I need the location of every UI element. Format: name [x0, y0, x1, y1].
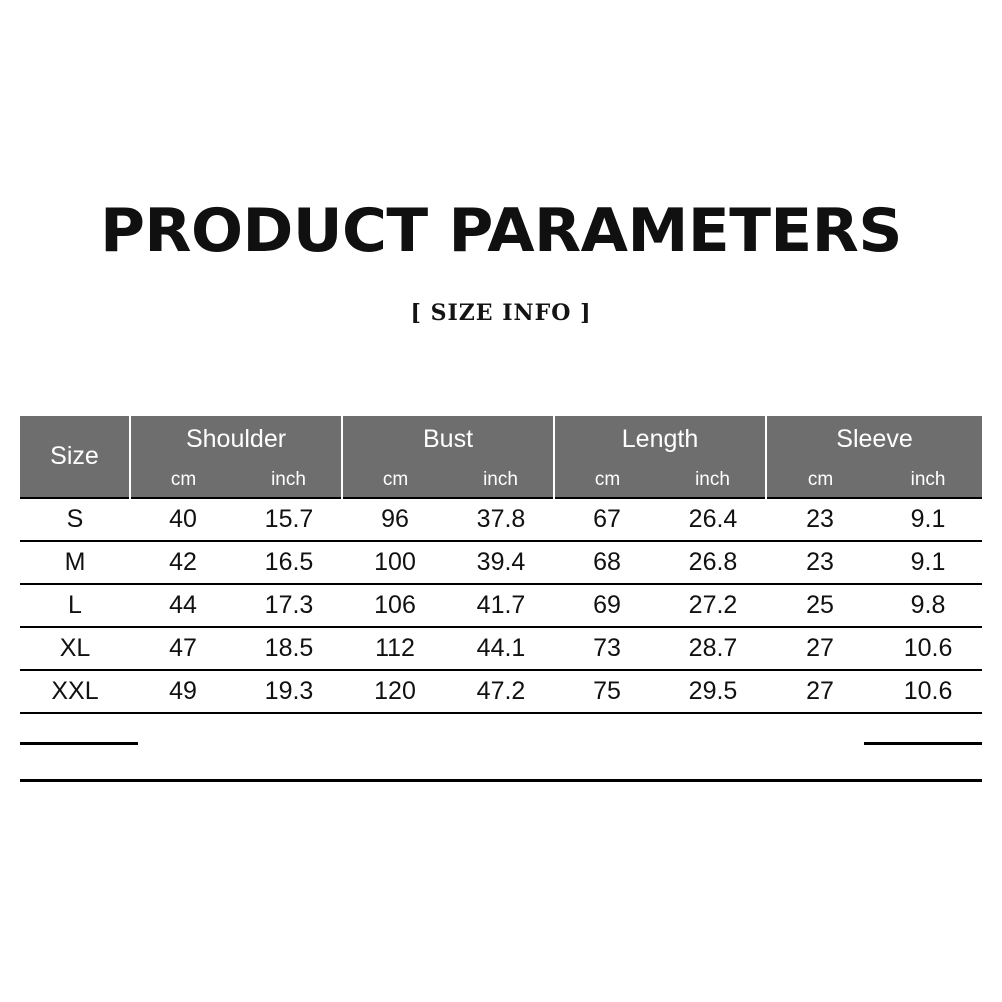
cell-sleeve-cm: 23	[766, 541, 874, 584]
header-unit-sleeve-cm: cm	[766, 463, 874, 498]
divider-short-left	[20, 742, 138, 745]
cell-bust-inch: 47.2	[448, 670, 554, 713]
table-row	[20, 498, 982, 541]
cell-length-cm: 75	[554, 670, 660, 713]
cell-size: S	[20, 498, 130, 541]
cell-sleeve-inch: 10.6	[874, 627, 982, 670]
cell-length-cm: 68	[554, 541, 660, 584]
cell-length-cm: 69	[554, 584, 660, 627]
table-header-row-groups	[20, 416, 982, 463]
table-row	[20, 627, 982, 670]
header-unit-sleeve-inch: inch	[874, 463, 982, 498]
cell-sleeve-cm: 25	[766, 584, 874, 627]
cell-sleeve-cm: 27	[766, 627, 874, 670]
header-group-length: Length	[554, 416, 766, 463]
cell-size: XXL	[20, 670, 130, 713]
cell-shoulder-inch: 15.7	[236, 498, 342, 541]
cell-size: M	[20, 541, 130, 584]
cell-shoulder-inch: 17.3	[236, 584, 342, 627]
cell-shoulder-cm: 44	[130, 584, 236, 627]
cell-bust-cm: 112	[342, 627, 448, 670]
table-row	[20, 541, 982, 584]
cell-sleeve-cm: 27	[766, 670, 874, 713]
cell-sleeve-cm: 23	[766, 498, 874, 541]
header-unit-shoulder-cm: cm	[130, 463, 236, 498]
header-size: Size	[20, 416, 130, 498]
divider-short-right	[864, 742, 982, 745]
header-group-bust: Bust	[342, 416, 554, 463]
header-unit-bust-inch: inch	[448, 463, 554, 498]
header-group-sleeve: Sleeve	[766, 416, 982, 463]
cell-sleeve-inch: 9.1	[874, 541, 982, 584]
cell-shoulder-inch: 19.3	[236, 670, 342, 713]
cell-bust-cm: 106	[342, 584, 448, 627]
cell-shoulder-cm: 49	[130, 670, 236, 713]
cell-bust-inch: 37.8	[448, 498, 554, 541]
page-title: PRODUCT PARAMETERS	[100, 196, 902, 266]
header-unit-length-inch: inch	[660, 463, 766, 498]
cell-shoulder-cm: 40	[130, 498, 236, 541]
cell-sleeve-inch: 9.8	[874, 584, 982, 627]
cell-size: XL	[20, 627, 130, 670]
cell-length-inch: 29.5	[660, 670, 766, 713]
header-group-shoulder: Shoulder	[130, 416, 342, 463]
header-unit-length-cm: cm	[554, 463, 660, 498]
cell-length-inch: 26.8	[660, 541, 766, 584]
divider-full-width	[20, 779, 982, 782]
cell-size: L	[20, 584, 130, 627]
cell-bust-cm: 100	[342, 541, 448, 584]
page-subtitle: [ SIZE INFO ]	[410, 300, 592, 326]
cell-bust-inch: 41.7	[448, 584, 554, 627]
table-row	[20, 670, 982, 713]
cell-sleeve-inch: 9.1	[874, 498, 982, 541]
cell-shoulder-inch: 18.5	[236, 627, 342, 670]
header-unit-bust-cm: cm	[342, 463, 448, 498]
cell-bust-cm: 120	[342, 670, 448, 713]
size-table-container	[20, 416, 982, 714]
table-row	[20, 584, 982, 627]
table-header-row-units	[20, 463, 982, 498]
cell-shoulder-cm: 47	[130, 627, 236, 670]
cell-length-inch: 27.2	[660, 584, 766, 627]
cell-bust-inch: 44.1	[448, 627, 554, 670]
cell-length-inch: 28.7	[660, 627, 766, 670]
cell-length-inch: 26.4	[660, 498, 766, 541]
cell-sleeve-inch: 10.6	[874, 670, 982, 713]
cell-bust-inch: 39.4	[448, 541, 554, 584]
header-unit-shoulder-inch: inch	[236, 463, 342, 498]
cell-bust-cm: 96	[342, 498, 448, 541]
cell-shoulder-inch: 16.5	[236, 541, 342, 584]
cell-length-cm: 73	[554, 627, 660, 670]
size-info-table	[20, 416, 982, 714]
cell-length-cm: 67	[554, 498, 660, 541]
cell-shoulder-cm: 42	[130, 541, 236, 584]
